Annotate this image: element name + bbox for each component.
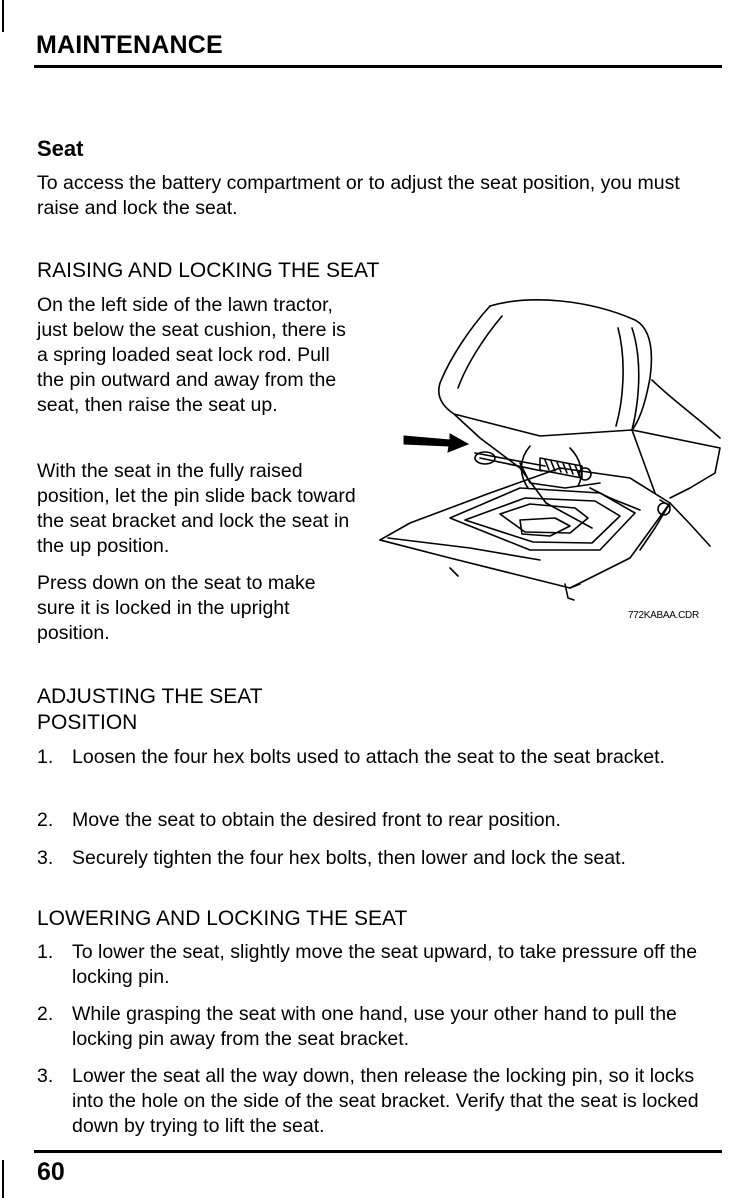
footer-rule: [34, 1150, 722, 1153]
scan-edge-mark-top: [2, 0, 4, 32]
raised-seat-illustration: [370, 288, 730, 628]
adjusting-heading-line-2: POSITION: [37, 711, 138, 734]
lowering-heading: LOWERING AND LOCKING THE SEAT: [37, 907, 408, 930]
seat-title: Seat: [37, 136, 84, 161]
raising-paragraph-3: Press down on the seat to make sure it is locked in the upright position.: [37, 572, 316, 644]
header-rule: [34, 65, 722, 68]
step-text: Loosen the four hex bolts used to attach the seat to the seat bracket.: [72, 746, 665, 768]
raising-heading: RAISING AND LOCKING THE SEAT: [37, 259, 380, 282]
section-title: MAINTENANCE: [36, 31, 223, 59]
step-number: 1.: [37, 941, 54, 963]
step-number: 3.: [37, 847, 54, 869]
raising-paragraph-2: With the seat in the fully raised position, let the pin slide back toward the seat bracket and lock the seat in the up position.: [37, 460, 356, 557]
step-number: 3.: [37, 1065, 54, 1087]
figure-code-label: 772KABAA.CDR: [628, 610, 699, 621]
step-number: 2.: [37, 809, 54, 831]
step-number: 2.: [37, 1003, 54, 1025]
step-text: While grasping the seat with one hand, use your other hand to pull the locking pin away from the seat bracket.: [72, 1003, 677, 1050]
step-number: 1.: [37, 746, 54, 768]
step-text: Securely tighten the four hex bolts, then lower and lock the seat.: [72, 847, 626, 869]
seat-intro: To access the battery compartment or to adjust the seat position, you must raise and lock the seat.: [37, 172, 680, 219]
step-text: Lower the seat all the way down, then release the locking pin, so it locks into the hole on the side of the seat bracket. Verify that the seat is locked down by trying to lift the seat.: [72, 1065, 699, 1137]
scan-edge-mark-bottom: [2, 1160, 4, 1198]
adjusting-heading-line-1: ADJUSTING THE SEAT: [37, 685, 263, 708]
step-text: Move the seat to obtain the desired front to rear position.: [72, 809, 561, 831]
step-text: To lower the seat, slightly move the seat upward, to take pressure off the locking pin.: [72, 941, 698, 988]
page-number: 60: [37, 1158, 65, 1186]
raising-paragraph-1: On the left side of the lawn tractor, just below the seat cushion, there is a spring loaded seat lock rod. Pull the pin outward and away from the seat, then raise the seat up.: [37, 294, 346, 416]
